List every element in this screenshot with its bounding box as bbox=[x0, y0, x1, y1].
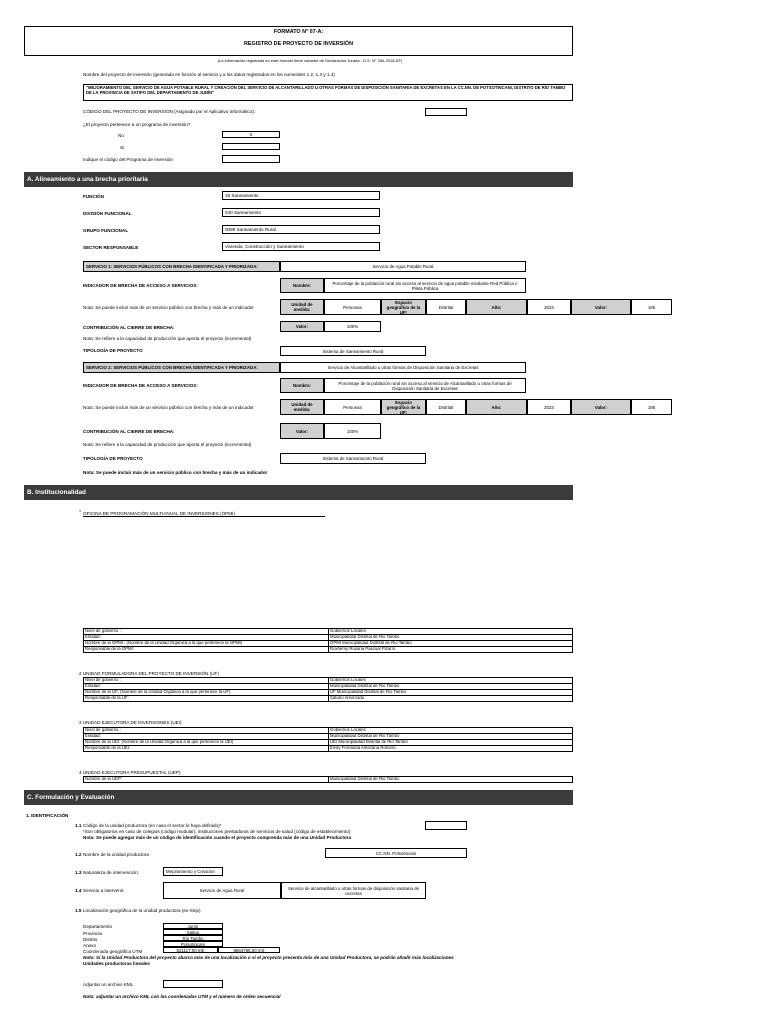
opmi-number: 1 bbox=[79, 509, 81, 513]
service1-header: SERVICIO 1: SERVICIOS PÚBLICOS CON BRECHA IDENTIFICADA Y PRIORIZADA: bbox=[83, 261, 280, 272]
opmi-row-value: Municipalidad Distrital de Rio Tambo bbox=[329, 635, 573, 641]
header-box bbox=[24, 26, 573, 56]
kml-upload-field[interactable] bbox=[163, 980, 223, 988]
service1-unidad-value[interactable]: Personas bbox=[324, 299, 381, 315]
item-1-5-label: Localización geográfica de la unidad productora (ex-Snip) bbox=[83, 908, 201, 913]
service1-valor-value[interactable]: 195 bbox=[631, 299, 672, 315]
section-c-header: C. Formulación y Evaluación bbox=[24, 790, 573, 805]
service1-espacio-label: Espacio geográfico de la UP: bbox=[381, 299, 426, 315]
service1-nombre-label: Nombre: bbox=[280, 278, 324, 293]
item-1-2-label: Nombre de la unidad productora bbox=[83, 852, 149, 857]
service1-contrib-valor-label: Valor: bbox=[280, 321, 324, 332]
uf-table bbox=[83, 677, 573, 702]
service2-contrib-valor-label: Valor: bbox=[280, 423, 324, 439]
program-code-label: Indique el código del Programa de Inversión bbox=[83, 157, 173, 162]
item-1-1-note1: *Son obligatorios en caso de colegios (código modular), instituciones prestadoras de servicios de salud (código de establecimiento) bbox=[83, 829, 351, 834]
item-1-4-label: Servicio a intervenir: bbox=[83, 888, 125, 893]
project-name-label: Nombre del proyecto de inversión (generada en función al servicio y a los datos registrados en los numerales 1.2, 1.3 y 1.4) bbox=[83, 72, 335, 77]
uf-row-label: Responsable de la UF: bbox=[84, 696, 329, 702]
service2-tipologia-label: TIPOLOGÍA DE PROYECTO bbox=[83, 456, 143, 461]
uep-title: 4 UNIDAD EJECUTORA PRESUPUESTAL (UEP) bbox=[79, 770, 181, 775]
kml-label: Adjuntar un archivo KML bbox=[83, 982, 134, 987]
service1-valor-label: Valor: bbox=[571, 299, 631, 315]
uf-row-value: Municipalidad Distrital de Rio Tambo bbox=[329, 684, 573, 690]
service1-contrib-note: Nota: Se refiere a la capacidad de producción que aporta el proyecto (incremental) bbox=[83, 336, 252, 341]
opmi-row-label: Nombre de la OPMI : (Nombre de la Unidad Orgánica a la que pertenece la OPMI) bbox=[84, 641, 329, 647]
service2-espacio-label: Espacio geográfico de la UP: bbox=[381, 399, 426, 415]
project-name-field[interactable] bbox=[83, 84, 573, 101]
project-code-label: CÓDIGO DEL PROYECTO DE INVERSIÓN (Asignado por el Aplicativo Informático): bbox=[83, 109, 256, 114]
item-1-1-note2: Nota: Se puede agregar más de un código de identificación cuando el proyecto comprenda más de una Unidad Productora bbox=[83, 835, 352, 840]
header-note: (La información registrada en este formato tiene carácter de Declaración Jurada - D.S. N° 284-2018-EF) bbox=[217, 58, 403, 63]
opmi-title-underline bbox=[83, 516, 325, 517]
loc-note: Nota: Si la Unidad Productora del proyecto abarca más de una localización o si el proyecto presenta más de una Unidad Productora, se podrán añadir más localizaciones bbox=[83, 955, 454, 960]
servicio-intervenir-1[interactable]: Servicio de Agua Rural bbox=[163, 882, 281, 899]
identificacion-title: 1. IDENTIFICACIÓN bbox=[26, 813, 69, 818]
service2-indicator-label: INDICADOR DE BRECHA DE ACCESO A SERVICIOS: bbox=[83, 383, 198, 388]
funcion-label: FUNCIÓN bbox=[83, 194, 104, 199]
service2-valor-label: Valor: bbox=[571, 399, 631, 415]
loc-provincia-label: Provincia bbox=[83, 931, 102, 936]
uei-row-value: Emily Fernanda Antezana Romero bbox=[329, 746, 573, 752]
division-funcional-field[interactable]: 040 Saneamiento bbox=[222, 208, 380, 217]
service2-valor-value[interactable]: 195 bbox=[631, 399, 672, 415]
opmi-row-label: Responsable de la OPMI: bbox=[84, 647, 329, 653]
loc-distrito-label: Distrito bbox=[83, 937, 98, 942]
uep-table bbox=[83, 776, 573, 783]
loc-departamento-label: Departamento bbox=[83, 924, 113, 929]
item-1-1-label: Código de la unidad productora (en caso el sector lo haya definido)* bbox=[83, 823, 222, 828]
funcion-field[interactable]: 18 Saneamiento bbox=[222, 191, 380, 200]
uf-row-label: Entidad: bbox=[84, 684, 329, 690]
opmi-table bbox=[83, 628, 573, 653]
uf-row-value: UF Municipalidad Distrital de Rio Tambo bbox=[329, 690, 573, 696]
utm-y-value[interactable]: 8664765.00 mS bbox=[218, 947, 280, 953]
uei-row-value: Gobiernos Locales bbox=[329, 728, 573, 734]
opmi-row-label: Nivel de gobierno : bbox=[84, 629, 329, 635]
program-no-label: No bbox=[118, 133, 124, 138]
sector-responsable-label: SECTOR RESPONSABLE bbox=[83, 245, 139, 250]
loc-provincia-value[interactable]: Satipo bbox=[163, 929, 223, 935]
uei-row-label: Nivel de gobierno : bbox=[84, 728, 329, 734]
service1-anio-label: Año: bbox=[466, 299, 527, 315]
service1-indicator-label: INDICADOR DE BRECHA DE ACCESO A SERVICIOS: bbox=[83, 283, 198, 288]
service1-name[interactable]: Servicio de Agua Potable Rural bbox=[280, 261, 526, 272]
program-no-field[interactable] bbox=[222, 131, 280, 138]
service1-anio-value[interactable]: 2023 bbox=[527, 299, 571, 315]
loc-anexo-label: Anexo bbox=[83, 943, 97, 948]
table-row bbox=[84, 746, 573, 752]
opmi-row-value: Gobiernos Locales bbox=[329, 629, 573, 635]
service1-tipologia-value[interactable]: Sistema de Saneamiento Rural bbox=[280, 346, 426, 356]
section-a-header: A. Alineamiento a una brecha prioritaria bbox=[24, 172, 573, 187]
service1-tipologia-label: TIPOLOGÍA DE PROYECTO bbox=[83, 348, 143, 353]
table-row bbox=[84, 696, 573, 702]
item-1-3-number: 1.3 bbox=[75, 870, 82, 875]
service1-unidad-label: Unidad de medida: bbox=[280, 299, 324, 315]
uei-row-label: Entidad: bbox=[84, 734, 329, 740]
service2-name[interactable]: Servicio de Alcantarillado u otras formas de Disposición Sanitaria de Excretas bbox=[280, 362, 526, 373]
service2-header: SERVICIO 2: SERVICIOS PÚBLICOS CON BRECHA IDENTIFICADA Y PRIORIZADA: bbox=[83, 362, 280, 373]
service2-contrib-value[interactable]: 100% bbox=[324, 423, 381, 439]
division-funcional-label: DIVISIÓN FUNCIONAL bbox=[83, 211, 132, 216]
uei-title: 3 UNIDAD EJECUTORA DE INVERSIONES (UEI) bbox=[79, 720, 182, 725]
loc-anexo-value[interactable]: Potsotincani bbox=[163, 941, 223, 947]
loc-note2: Unidades productoras lineales bbox=[83, 961, 150, 966]
opmi-row-value: OPMI Municipalidad Distrital de Rio Tambo bbox=[329, 641, 573, 647]
service2-tipologia-value[interactable]: Sistema de Saneamiento Rural bbox=[280, 453, 426, 464]
service1-contrib-label: CONTRIBUCIÓN AL CIERRE DE BRECHA: bbox=[83, 325, 175, 330]
table-row bbox=[84, 777, 573, 783]
service2-contrib-label: CONTRIBUCIÓN AL CIERRE DE BRECHA: bbox=[83, 429, 175, 434]
program-question: ¿El proyecto pertenece a un programa de inversión? bbox=[83, 122, 191, 127]
utm-label: Coordenada geográfica UTM bbox=[83, 949, 143, 954]
service2-espacio-value[interactable]: Distrital bbox=[426, 399, 466, 415]
unidad-productora-code-field[interactable] bbox=[425, 821, 467, 830]
service2-unidad-label: Unidad de medida: bbox=[280, 399, 324, 415]
uf-row-value: Saturio Amorcado bbox=[329, 696, 573, 702]
form-title: REGISTRO DE PROYECTO DE INVERSIÓN bbox=[244, 41, 353, 47]
service2-nombre-label: Nombre: bbox=[280, 378, 324, 393]
sector-responsable-field[interactable]: Vivienda, Construcción y Saneamiento bbox=[222, 242, 380, 251]
grupo-funcional-label: GRUPO FUNCIONAL bbox=[83, 228, 129, 233]
grupo-funcional-field[interactable]: 0089 Saneamiento Rural bbox=[222, 225, 380, 234]
section-b-header: B. Institucionalidad bbox=[24, 485, 573, 500]
item-1-3-label: Naturaleza de intervención: bbox=[83, 870, 139, 875]
service2-anio-label: Año: bbox=[466, 399, 527, 415]
unidad-productora-name-field[interactable]: CC.NN. Potsotincani bbox=[325, 848, 467, 858]
uf-row-value: Gobiernos Locales bbox=[329, 678, 573, 684]
program-si-field[interactable] bbox=[222, 143, 280, 150]
table-row bbox=[84, 647, 573, 653]
service2-indicator-name[interactable]: Porcentaje de la población rural sin acceso al servicio de Alcantarillado u otras formas de Disposición Sanitaria de Excretas bbox=[324, 378, 526, 393]
opmi-title: OFICINA DE PROGRAMACIÓN MULTIANUAL DE INVERSIONES (OPMI) bbox=[83, 511, 235, 516]
loc-departamento-value[interactable]: Junín bbox=[163, 923, 223, 929]
form-number: FORMATO N° 07-A: bbox=[273, 29, 324, 35]
service2-anio-value[interactable]: 2023 bbox=[527, 399, 571, 415]
service2-unidad-value[interactable]: Personas bbox=[324, 399, 381, 415]
uei-row-value: Municipalidad Distrital de Rio Tambo bbox=[329, 734, 573, 740]
uep-row-value: Municipalidad Distrital de Rio Tambo bbox=[329, 777, 573, 783]
service1-note: Nota: Se puede incluir más de un servicio público con brecha y más de un indicador bbox=[83, 305, 254, 310]
uf-row-label: Nivel de gobierno : bbox=[84, 678, 329, 684]
project-code-field[interactable] bbox=[425, 108, 467, 116]
service2-note: Nota: Se puede incluir más de un servicio público con brecha y más de un indicador bbox=[83, 405, 254, 410]
opmi-row-label: Entidad: bbox=[84, 635, 329, 641]
project-name-value: "MEJORAMIENTO DEL SERVICIO DE AGUA POTABLE RURAL Y CREACIÓN DEL SERVICIO DE ALCANTARILLADO U OTRAS FORMAS DE DISPOSICIÓN SANITARIA DE EXCRETAS EN LA CC.NN. DE POTSOTINCANI, DISTRITO DE RÍO TAMBO DE LA PROVINCIA DE SATIPO DEL DEPARTAMENTO DE JUNÍN" bbox=[86, 85, 566, 95]
naturaleza-field[interactable]: Mejoramiento y Creación bbox=[163, 867, 223, 876]
uei-row-label: Responsable de la UEI: bbox=[84, 746, 329, 752]
loc-distrito-value[interactable]: Rio Tambo bbox=[163, 935, 223, 941]
section-a-final-note: Nota: Se puede incluir más de un servicio público con brecha y más de un indicador bbox=[83, 470, 268, 475]
uei-table bbox=[83, 727, 573, 752]
opmi-row-value: Roxhemy Rosana Pascual Pizarro bbox=[329, 647, 573, 653]
item-1-1-number: 1.1 bbox=[75, 823, 82, 828]
service2-contrib-note: Nota: Se refiere a la capacidad de producción que aporta el proyecto (incremental) bbox=[83, 442, 252, 447]
service1-espacio-value[interactable]: Distrital bbox=[426, 299, 466, 315]
servicio-intervenir-2[interactable]: Servicio de alcantarillado u otras formas de disposición sanitaria de excretas bbox=[281, 882, 426, 899]
program-no-value: X bbox=[249, 132, 253, 137]
uei-row-value: UEI Municipalidad Distrital de Rio Tambo bbox=[329, 740, 573, 746]
item-1-4-number: 1.4 bbox=[75, 888, 82, 893]
service1-contrib-value[interactable]: 100% bbox=[324, 321, 381, 332]
service1-indicator-name[interactable]: Porcentaje de la población rural sin acceso al servicio de agua potable mediante Red Pública o Pileta Pública bbox=[324, 278, 526, 293]
kml-note: Nota: adjuntar un archivo KML con las coordenadas UTM y el número de orden secuencial bbox=[83, 994, 281, 999]
uep-row-label: Nombre de la UEP: bbox=[84, 777, 329, 783]
utm-x-value[interactable]: 621117.00 mE bbox=[163, 947, 218, 953]
item-1-2-number: 1.2 bbox=[75, 852, 82, 857]
uei-row-label: Nombre de la UEI: (Nombre de la Unidad Orgánica a la que pertenece la UEI) bbox=[84, 740, 329, 746]
uf-row-label: Nombre de la UF: (Nombre de la Unidad Orgánica a la que pertenece la UF) bbox=[84, 690, 329, 696]
uf-title: 2 UNIDAD FORMULADORA DEL PROYECTO DE INVERSIÓN (UF) bbox=[79, 671, 219, 676]
item-1-5-number: 1.5 bbox=[75, 908, 82, 913]
program-si-label: Si bbox=[120, 145, 125, 150]
program-code-field[interactable] bbox=[222, 155, 280, 163]
